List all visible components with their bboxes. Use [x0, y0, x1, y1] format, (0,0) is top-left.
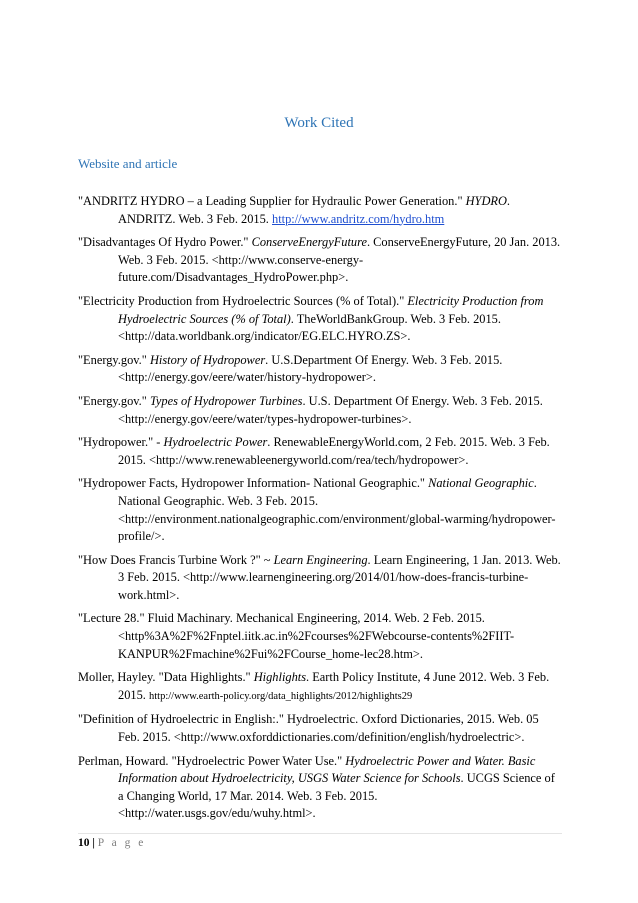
- reference-worldbank: "Electricity Production from Hydroelectric Sources (% of Total)." Electricity Production from Hydroelectric Sources (% of Total). TheWorldBankGroup. Web. 3 Feb. 2015. <http://data.worldbank.org/indicator/EG.ELC.HYRO.ZS>.: [78, 293, 544, 344]
- section-heading: Website and article: [78, 156, 178, 171]
- reference-moller: Moller, Hayley. "Data Highlights." Highlights. Earth Policy Institute, 4 June 2012. Web. 3 Feb. 2015. http://www.earth-policy.org/data_highlights/2012/highlights29: [78, 670, 550, 702]
- page-number: 10: [78, 837, 90, 849]
- reference-list: [78, 193, 562, 829]
- reference-perlman: Perlman, Howard. "Hydroelectric Power Water Use." Hydroelectric Power and Water. Basic Information about Hydroelectricity, USGS Water Science for Schools. UCGS Science of a Changing World, 17 Mar. 2014. Web. 3 Feb. 2015. <http://water.usgs.gov/edu/wuhy.html>.: [78, 753, 555, 821]
- reference-disadvantages: "Disadvantages Of Hydro Power." ConserveEnergyFuture. ConserveEnergyFuture, 20 Jan. 2013. Web. 3 Feb. 2015. <http://www.conserve-energy-future.com/Disadvantages_HydroPower.php>.: [78, 235, 561, 285]
- reference-oxford: "Definition of Hydroelectric in English:." Hydroelectric. Oxford Dictionaries, 2015. Web. 05 Feb. 2015. <http://www.oxforddictionaries.com/definition/english/hydroelectric>.: [78, 712, 539, 745]
- reference-andritz: "ANDRITZ HYDRO – a Leading Supplier for Hydraulic Power Generation." HYDRO. ANDRITZ. Web. 3 Feb. 2015. http://www.andritz.com/hydro.htm: [78, 194, 511, 226]
- reference-lecture: "Lecture 28." Fluid Machinary. Mechanical Engineering, 2014. Web. 2 Feb. 2015. <http%3A%2F%2Fnptel.iitk.ac.in%2Fcourses%2FWebcourse-contents%2FIIT-KANPUR%2Fmachine%2Fui%2FCourse_home-lec28.htm>.: [78, 611, 515, 661]
- page-title: Work Cited: [284, 115, 354, 131]
- footer-divider: [78, 833, 562, 834]
- reference-energy-history: "Energy.gov." History of Hydropower. U.S.Department Of Energy. Web. 3 Feb. 2015. <http://energy.gov/eere/water/history-hydropower>.: [78, 352, 503, 385]
- reference-francis: "How Does Francis Turbine Work ?" ~ Learn Engineering. Learn Engineering, 1 Jan. 2013. Web. 3 Feb. 2015. <http://www.learnengineering.org/2014/01/how-does-francis-turbine-work.html>.: [78, 552, 561, 602]
- reference-renewable: "Hydropower." - Hydroelectric Power. RenewableEnergyWorld.com, 2 Feb. 2015. Web. 3 Feb. 2015. <http://www.renewableenergyworld.com/rea/tech/hydropower>.: [78, 435, 550, 467]
- reference-natgeo: "Hydropower Facts, Hydropower Information- National Geographic." National Geographic. National Geographic. Web. 3 Feb. 2015. <http://environment.nationalgeographic.com/environment/global-warming/hydropower-profile/>.: [78, 476, 556, 544]
- andritz-link[interactable]: http://www.andritz.com/hydro.htm: [272, 211, 445, 226]
- page-word: P a g e: [97, 837, 146, 849]
- page-footer: 10 | P a g e: [78, 837, 146, 849]
- reference-energy-turbines: "Energy.gov." Types of Hydropower Turbines. U.S. Department Of Energy. Web. 3 Feb. 2015. <http://energy.gov/eere/water/types-hydropower-turbines>.: [78, 393, 543, 426]
